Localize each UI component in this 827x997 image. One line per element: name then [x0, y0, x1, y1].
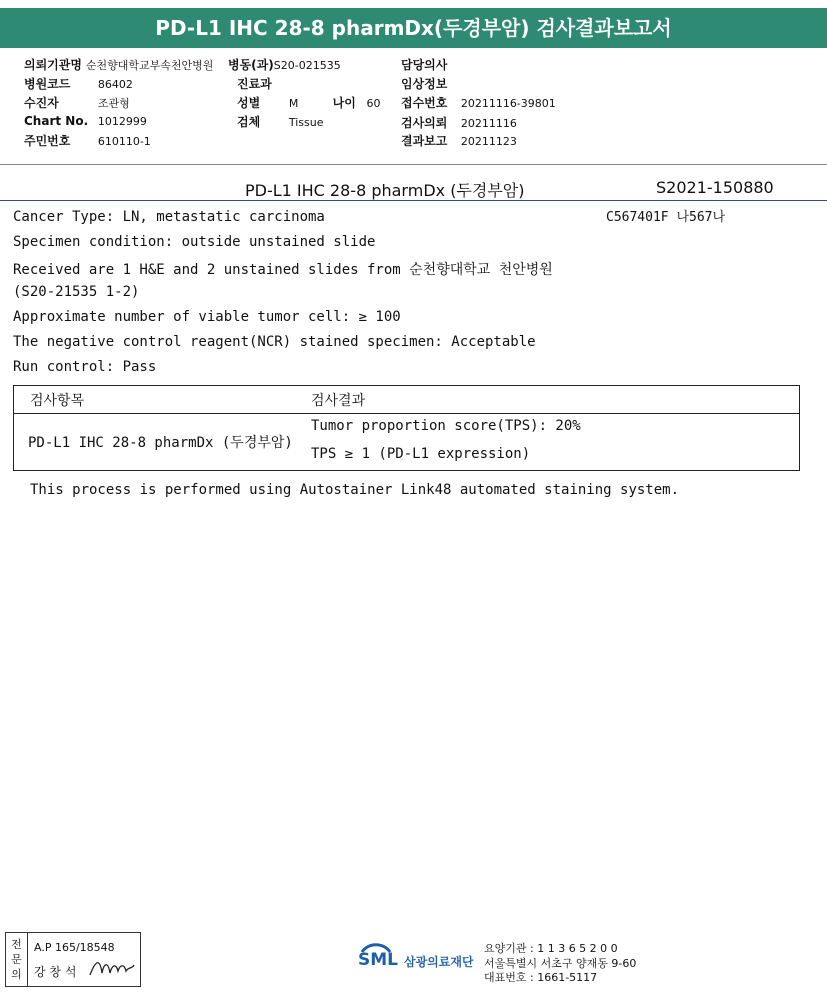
label: 결과보고: [401, 134, 448, 148]
value: 610110-1: [97, 135, 151, 148]
report-line: Specimen condition: outside unstained slide: [13, 234, 376, 250]
label: 성별: [237, 96, 261, 110]
info-row: [401, 132, 517, 149]
char: 의: [11, 968, 22, 981]
char: 문: [11, 953, 22, 966]
label: 검사의뢰: [401, 116, 448, 130]
label: 주민번호: [24, 134, 71, 148]
value: 20211116: [460, 117, 517, 130]
label: 의뢰기관명: [24, 58, 82, 72]
report-number: S2021-150880: [656, 178, 774, 197]
info-row: [24, 114, 147, 128]
value: M: [288, 97, 299, 110]
info-row: [24, 132, 151, 149]
label: 접수번호: [401, 96, 448, 110]
report-line: Cancer Type: LN, metastatic carcinoma: [13, 209, 325, 225]
value: 순천향대학교부속천안병원: [85, 59, 214, 72]
report-line: (S20-21535 1-2): [13, 284, 140, 300]
contact-line: 대표번호 : 1661-5117: [484, 971, 598, 984]
label: 병동(과): [228, 58, 274, 72]
report-header: PD-L1 IHC 28-8 pharmDx(두경부암) 검사결과보고서: [0, 8, 827, 48]
doctor-name: 강 창 석: [34, 965, 77, 979]
specialist-label: [6, 933, 28, 986]
info-clinic: [237, 75, 272, 92]
info-row: [401, 75, 447, 92]
info-specimen: [237, 113, 323, 130]
info-row: [401, 94, 556, 111]
org-name: 삼광의료재단: [404, 955, 474, 969]
info-sex: [237, 94, 380, 111]
label: 임상정보: [401, 77, 448, 91]
contact-line: 요양기관 : 1 1 3 6 5 2 0 0: [484, 942, 618, 955]
label: 병원코드: [24, 77, 71, 91]
char: 전: [11, 938, 22, 951]
process-note: This process is performed using Autostainer Link48 automated staining system.: [30, 482, 680, 498]
value: 20211116-39801: [460, 97, 556, 110]
value: 86402: [97, 78, 133, 91]
report-line: Run control: Pass: [13, 359, 157, 375]
info-row: [401, 114, 517, 131]
value: S20-021535: [273, 59, 341, 72]
signature-icon: [88, 955, 136, 981]
report-line: Received are 1 H&E and 2 unstained slides from 순천향대학교 천안병원: [13, 262, 553, 278]
report-line: Approximate number of viable tumor cell: ≥ 100: [13, 309, 401, 325]
result-table: [13, 385, 800, 471]
table-header: [14, 386, 799, 414]
info-dept: [228, 56, 341, 73]
report-line: The negative control reagent(NCR) stained specimen: Acceptable: [13, 334, 536, 350]
value: 1012999: [97, 115, 147, 128]
signature-box: [5, 932, 141, 987]
value: Tissue: [288, 116, 324, 129]
ap-number: A.P 165/18548: [34, 941, 115, 954]
logo-text: SML: [358, 950, 398, 970]
column-header: 검사항목: [30, 393, 85, 409]
info-row: [24, 56, 213, 73]
code-label: C567401F 나567나: [606, 210, 726, 225]
table-item: PD-L1 IHC 28-8 pharmDx (두경부암): [28, 435, 293, 451]
divider: [0, 164, 827, 165]
label: Chart No.: [24, 114, 89, 128]
info-row: [24, 94, 130, 111]
label: 검체: [237, 115, 261, 129]
label: 수진자: [24, 96, 59, 110]
label: 나이: [332, 96, 356, 110]
column-header: 검사결과: [311, 393, 366, 409]
value: 20211123: [460, 135, 517, 148]
value: 60: [366, 97, 381, 110]
label: 진료과: [237, 77, 272, 91]
contact-line: 서울특별시 서초구 양재동 9-60: [484, 957, 637, 970]
table-result: Tumor proportion score(TPS): 20%: [311, 418, 581, 434]
sml-logo: [356, 938, 396, 978]
info-row: [401, 56, 447, 73]
table-result: TPS ≥ 1 (PD-L1 expression): [311, 446, 531, 462]
test-title: PD-L1 IHC 28-8 pharmDx (두경부암): [245, 181, 525, 200]
value: 조관형: [97, 97, 130, 110]
label: 담당의사: [401, 58, 448, 72]
info-row: [24, 75, 133, 92]
